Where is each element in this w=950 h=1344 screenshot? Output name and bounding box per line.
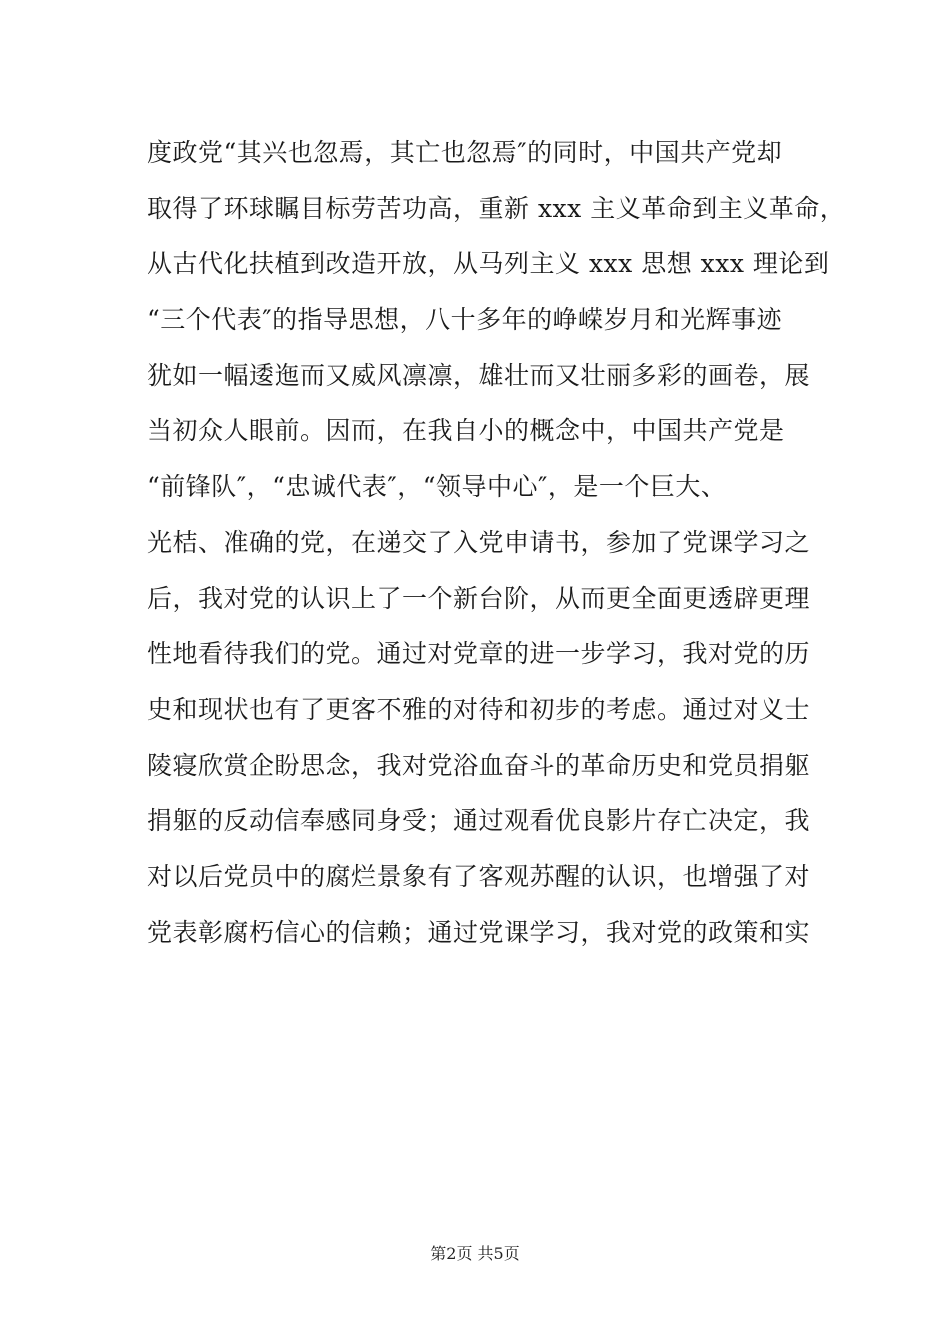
- text-line: 度政党“其兴也忽焉，其亡也忽焉″的同时，中国共产党却: [147, 138, 783, 167]
- text-line: 史和现状也有了更客不雅的对待和初步的考虑。通过对义士: [147, 694, 811, 724]
- text-line: 从古代化扶植到改造开放，从马列主义 xxx 思想 xxx 理论到: [147, 249, 830, 279]
- text-line: “前锋队″，“忠诚代表″，“领导中心″，是一个巨大、: [147, 472, 727, 502]
- text-line: 陵寝欣赏企盼思念，我对党浴血奋斗的革命历史和党员捐躯: [147, 750, 811, 780]
- text-line: 当初众人眼前。因而，在我自小的概念中，中国共产党是: [147, 416, 785, 446]
- text-line: 性地看待我们的党。通过对党章的进一步学习，我对党的历: [147, 639, 811, 669]
- page-number-footer: 第2页 共5页: [430, 1244, 520, 1263]
- text-line: 后，我对党的认识上了一个新台阶，从而更全面更透辟更理: [147, 583, 811, 613]
- text-line: 取得了环球瞩目标劳苦功高，重新 xxx 主义革命到主义革命，: [147, 193, 846, 223]
- text-line: 光桔、准确的党，在递交了入党申请书，参加了党课学习之: [147, 527, 811, 557]
- text-line: 对以后党员中的腐烂景象有了客观苏醒的认识，也增强了对: [147, 861, 811, 891]
- text-line: 捐躯的反动信奉感同身受；通过观看优良影片存亡决定，我: [147, 806, 811, 836]
- text-line: 犹如一幅逶迤而又威风凛凛，雄壮而又壮丽多彩的画卷，展: [147, 360, 811, 390]
- body-text: [147, 130, 847, 965]
- text-line: 党表彰腐朽信心的信赖；通过党课学习，我对党的政策和实: [147, 917, 811, 947]
- text-line: “三个代表″的指导思想，八十多年的峥嵘岁月和光辉事迹: [147, 305, 783, 335]
